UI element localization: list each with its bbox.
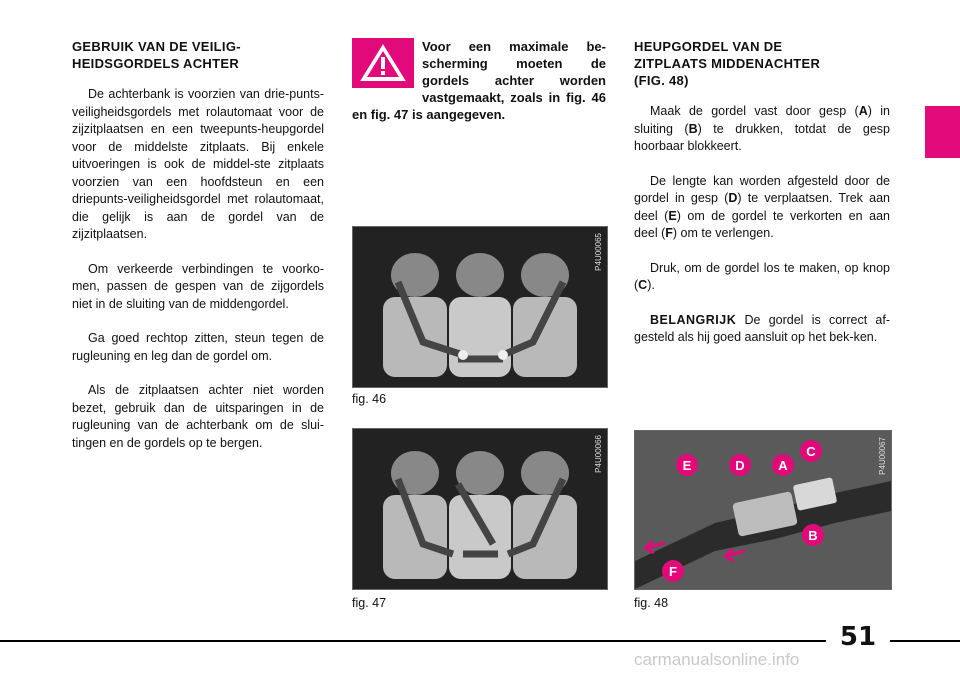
rear-seats-illustration [353,227,607,387]
paragraph: Maak de gordel vast door gesp (A) in sluiting (B) te drukken, totdat de gesp hoorbaar blokkeert. [634,104,890,153]
figure-caption: fig. 46 [352,392,387,406]
warning-box [352,38,606,123]
footer-rule [0,640,826,642]
section-heading-rear-belts [72,38,324,72]
heading-line: HEIDSGORDELS ACHTER [72,56,240,71]
left-column [72,38,324,469]
section-heading-center-lap-belt [634,38,890,89]
rear-seats-three-point-illustration [353,429,607,589]
paragraph: Ga goed rechtop zitten, steun tegen de rugleuning en leg dan de gordel om. [72,331,324,363]
warning-triangle-icon [352,38,414,88]
heading-figure-ref: (FIG. 48) [634,73,689,88]
figure-47 [352,428,608,590]
section-tab-marker [925,106,960,158]
heading-line: HEUPGORDEL VAN DE [634,39,783,54]
figure-46 [352,226,608,388]
middle-column [352,38,606,123]
figure-caption: fig. 47 [352,596,387,610]
callout-label: C [806,444,816,459]
callout-label: E [682,458,692,473]
paragraph: Druk, om de gordel los te maken, op knop (C). [634,260,890,292]
callout-label: D [735,458,745,473]
figure-code: P4U00066 [594,435,603,473]
footer-rule [890,640,960,642]
callout-label: A [778,458,788,473]
warning-text: Voor een maximale be-scherming moeten de gordels achter worden vastgemaakt, zoals in fig. 46 en fig. 47 is aangegeven. [352,39,606,122]
paragraph: De lengte kan worden afgesteld door de gordel in gesp (D) te verplaatsen. Trek aan deel (E) om de gordel te verkorten en aan deel (F) om te verlengen. [634,173,890,240]
paragraph: Als de zitplaatsen achter niet worden bezet, gebruik dan de uitsparingen in de rugleuning van de achterbank om de slui-tingen en de gordels op te bergen. [72,383,324,450]
heading-line: ZITPLAATS MIDDENACHTER [634,56,821,71]
paragraph: De achterbank is voorzien van drie-punts-veiligheidsgordels met rolautomaat voor de zijzitplaatsen en een tweepunts-heupgordel voor de middelste zitplaats. Bij enkele uitvoeringen is ook de middel-ste zitplaats voorzien van een hoofdsteun en een driepunts-veiligheidsgordel met rolautomaat, die gelijk is aan de gordel van de zijzitplaatsen. [72,87,324,241]
figure-48 [634,430,892,590]
callout-label: B [808,528,818,543]
lap-belt-buckle-illustration [635,431,891,589]
important-label: BELANGRIJK [650,312,737,327]
callout-label: F [669,564,677,579]
important-note: BELANGRIJK De gordel is correct af-gesteld als hij goed aansluit op het bek-ken. [634,312,890,344]
page-number: 51 [839,622,877,652]
paragraph: Om verkeerde verbindingen te voorko-men, passen de gespen van de zijgordels niet in de sluiting van de middengordel. [72,261,324,311]
watermark: carmanualsonline.info [634,650,800,669]
figure-code: P4U00067 [878,437,887,475]
heading-line: GEBRUIK VAN DE VEILIG- [72,39,241,54]
figure-code: P4U00065 [594,233,603,271]
right-column [634,38,890,364]
figure-caption: fig. 48 [634,596,669,610]
